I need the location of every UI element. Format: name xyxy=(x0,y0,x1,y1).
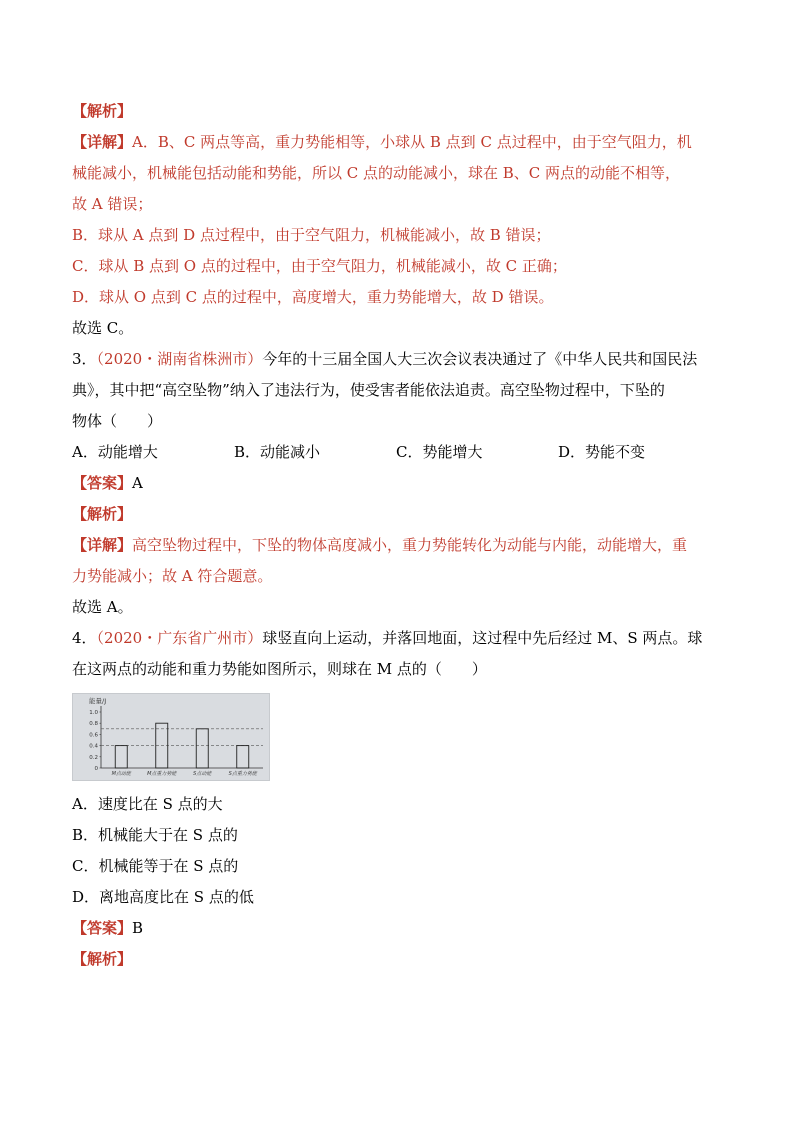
q3-answer xyxy=(72,468,722,499)
q3-stem-line-3: 物体（ ） xyxy=(72,412,163,430)
q3-detail-tag: 【详解】 xyxy=(72,536,133,554)
q3-detail-line-1 xyxy=(72,530,722,561)
q2-detail-text-1: A．B、C 两点等高，重力势能相等，小球从 B 点到 C 点过程中，由于空气阻力，机 xyxy=(132,133,692,151)
y-tick-label: 0.6 xyxy=(89,732,98,739)
q4-option-c: C．机械能等于在 S 点的 xyxy=(72,857,239,875)
q3-stem-line-2: 典》，其中把“高空坠物”纳入了违法行为，使受害者能依法追责。高空坠物过程中，下坠的 xyxy=(72,381,665,399)
q3-options xyxy=(72,437,722,468)
energy-chart-svg xyxy=(73,694,269,780)
q2-detail-tag: 【详解】 xyxy=(72,133,133,151)
q3-stem-line-1 xyxy=(72,344,722,375)
y-tick-label: 1.0 xyxy=(89,710,98,716)
q2-option-b-analysis: B．球从 A 点到 D 点过程中，由于空气阻力，机械能减小，故 B 错误； xyxy=(72,226,551,244)
q2-detail-line-1 xyxy=(72,127,722,158)
q3-option-a: A．动能增大 xyxy=(72,443,158,461)
y-tick-label: 0.4 xyxy=(89,743,98,750)
q3-jiexi-tag: 【解析】 xyxy=(72,505,133,523)
q3-number: 3． xyxy=(72,350,97,368)
bar xyxy=(115,746,127,768)
y-tick-label: 0.8 xyxy=(89,721,98,728)
q4-stem-text-1: 球竖直向上运动，并落回地面，这过程中先后经过 M、S 两点。球 xyxy=(262,629,703,647)
q2-option-d-analysis: D．球从 O 点到 C 点的过程中，高度增大，重力势能增大，故 D 错误。 xyxy=(72,288,554,306)
q2-detail-line-2: 械能减小，机械能包括动能和势能，所以 C 点的动能减小，球在 B、C 两点的动能不相等， xyxy=(72,164,681,182)
q3-option-d: D．势能不变 xyxy=(558,443,646,461)
q2-option-c-analysis: C．球从 B 点到 O 点的过程中，由于空气阻力，机械能减小，故 C 正确； xyxy=(72,257,567,275)
q4-stem-line-1 xyxy=(72,623,722,654)
q4-number: 4． xyxy=(72,629,97,647)
q3-detail-line-2: 力势能减小；故 A 符合题意。 xyxy=(72,567,273,585)
q3-conclusion: 故选 A。 xyxy=(72,598,133,616)
q4-option-a: A．速度比在 S 点的大 xyxy=(72,795,223,813)
q4-answer xyxy=(72,913,722,944)
x-tick-label: M点重力势能 xyxy=(147,771,177,777)
q3-detail-text-1: 高空坠物过程中，下坠的物体高度减小，重力势能转化为动能与内能，动能增大，重 xyxy=(132,536,688,554)
y-tick-label: 0.2 xyxy=(89,754,98,761)
x-tick-label: S点重力势能 xyxy=(228,771,257,777)
q3-option-c: C．势能增大 xyxy=(396,443,483,461)
q3-answer-value: A xyxy=(132,474,143,492)
q4-source: （2020・广东省广州市） xyxy=(96,629,263,647)
y-tick-label: 0 xyxy=(94,766,98,772)
x-tick-label: M点动能 xyxy=(111,771,131,777)
y-axis-label: 能量/J xyxy=(89,697,107,705)
q2-detail-line-3: 故 A 错误； xyxy=(72,195,153,213)
x-tick-label: S点动能 xyxy=(193,771,212,777)
q3-source: （2020・湖南省株洲市） xyxy=(96,350,263,368)
q4-answer-value: B xyxy=(132,919,144,937)
q4-jiexi-tag: 【解析】 xyxy=(72,950,133,968)
energy-bar-chart xyxy=(72,693,270,781)
q2-jiexi-tag: 【解析】 xyxy=(72,102,133,120)
bar xyxy=(237,746,249,768)
document-page xyxy=(72,96,722,975)
q4-answer-tag: 【答案】 xyxy=(72,919,133,937)
q4-option-d: D．离地高度比在 S 点的低 xyxy=(72,888,254,906)
q2-conclusion: 故选 C。 xyxy=(72,319,134,337)
q3-stem-text-1: 今年的十三届全国人大三次会议表决通过了《中华人民共和国民法 xyxy=(262,350,698,368)
q3-answer-tag: 【答案】 xyxy=(72,474,133,492)
bar xyxy=(196,729,208,768)
q4-option-b: B．机械能大于在 S 点的 xyxy=(72,826,238,844)
q3-option-b: B．动能减小 xyxy=(234,443,321,461)
q4-stem-line-2: 在这两点的动能和重力势能如图所示，则球在 M 点的（ ） xyxy=(72,660,487,678)
